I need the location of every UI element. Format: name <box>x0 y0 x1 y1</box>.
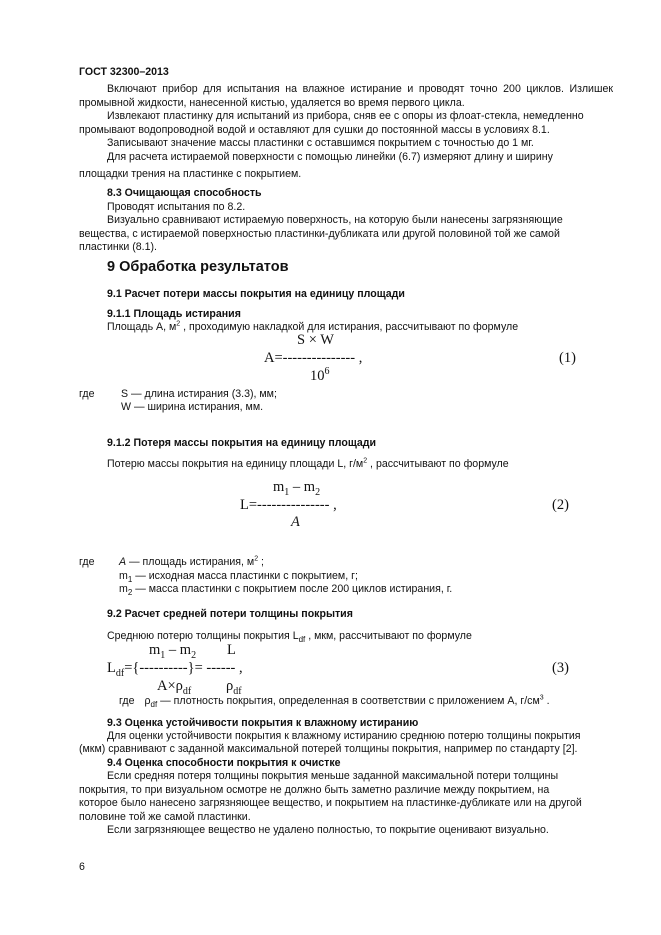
formula-3-numerator-left: $m_1 - m_2$ <box>149 642 197 661</box>
section-9-2-title: 9.2 Расчет средней потери толщины покрытия <box>107 608 353 620</box>
formula-2-numerator: $m_1 - m_2$ <box>273 479 321 498</box>
where-1-s: S — длина истирания (3.3), мм; <box>121 388 277 400</box>
section-9-3-line1: Для оценки устойчивости покрытия к влажному истиранию среднюю потерю толщины покрытия <box>107 730 581 742</box>
section-9-3-line2: (мкм) сравнивают с заданной максимальной потерей толщины покрытия, например по стандарту [2]. <box>79 743 578 755</box>
section-9-3-title: 9.3 Оценка устойчивости покрытия к влажному истиранию <box>107 717 419 729</box>
where-3-rho: где $\rho_{df}$ — плотность покрытия, определенная в соответствии с приложением А, $г/см^3$ . <box>119 694 550 710</box>
formula-1-denominator: $10^6$ <box>310 366 330 384</box>
formula-1-main: A=--------------- , <box>264 350 363 366</box>
intro-p4-line2: площадки трения на пластинке с покрытием. <box>79 168 302 180</box>
section-9-1-2-intro: Потерю массы покрытия на единицу площади L, $г/м^2$ , рассчитывают по формуле <box>107 457 509 470</box>
intro-p2-line2: промывают водопроводной водой и оставляют для сушки до постоянной массы в условиях 8.1. <box>79 124 550 136</box>
formula-3-numerator-right: L <box>227 642 236 658</box>
intro-p3: Записывают значение массы пластинки с оставшимся покрытием с точностью до 1 мг. <box>107 137 534 149</box>
section-8-3-line2: Визуально сравнивают истираемую поверхность, на которую были нанесены загрязняющие <box>107 214 563 226</box>
formula-1-number: (1) <box>559 350 576 366</box>
formula-3-main: $L_{df}=\{----------\}=$ ------ , <box>107 660 243 679</box>
section-9-4-title: 9.4 Оценка способности покрытия к очистке <box>107 757 341 769</box>
formula-2-main: L=--------------- , <box>240 497 337 513</box>
section-9-4-line1: Если средняя потеря толщины покрытия меньше заданной максимальной потери толщины <box>107 770 559 782</box>
section-9-4-line3: которое было нанесено загрязняющее вещество, и покрытием на пластинке-дубликате или на другой <box>79 797 582 809</box>
where-2-a: A — площадь истирания, $м^2$ ; <box>119 555 264 568</box>
section-9-1-1-intro: Площадь А, $м^2$ , проходимую накладкой для истирания, рассчитывают по формуле <box>107 320 519 333</box>
formula-3-number: (3) <box>552 660 569 676</box>
intro-p1-line2: промывной жидкости, нанесенной кистью, удаляется во время первого цикла. <box>79 97 465 109</box>
where-2-m1: $m_1$ — исходная масса пластинки с покрытием, г; <box>119 570 358 585</box>
section-8-3-line4: пластинки (8.1). <box>79 241 157 253</box>
section-8-3-title: 8.3 Очищающая способность <box>107 187 262 199</box>
section-8-3-line3: вещества, с истираемой поверхностью пластинки-дубликата или другой половиной той же самой <box>79 228 560 240</box>
section-9-4-line4: половине той же самой пластинки. <box>79 811 251 823</box>
where-1-w: W — ширина истирания, мм. <box>121 401 264 413</box>
section-9-4-line2: покрытия, то при визуальном осмотре не должно быть заметно различие между покрытием, на <box>79 784 550 796</box>
formula-3-denominator-right: $\rho_{df}$ <box>226 678 242 697</box>
where-label-2: где <box>79 556 95 568</box>
section-9-heading: 9 Обработка результатов <box>107 259 289 275</box>
formula-1-numerator: S × W <box>297 332 334 348</box>
intro-p2-line1: Извлекают пластинку для испытаний из прибора, сняв ее с опоры из флоат-стекла, немедленно <box>107 110 584 122</box>
document-code: ГОСТ 32300–2013 <box>79 66 169 78</box>
formula-2-denominator: A <box>291 514 300 530</box>
section-9-2-intro: Среднюю потерю толщины покрытия $L_{df}$ , мкм, рассчитывают по формуле <box>107 630 472 645</box>
formula-2-number: (2) <box>552 497 569 513</box>
section-8-3-line1: Проводят испытания по 8.2. <box>107 201 246 213</box>
formula-3-denominator-left: $A\times\rho_{df}$ <box>157 678 192 697</box>
where-label-1: где <box>79 388 95 400</box>
where-2-m2: $m_2$ — масса пластинки с покрытием после 200 циклов истирания, г. <box>119 583 453 598</box>
intro-p4-line1: Для расчета истираемой поверхности с помощью линейки (6.7) измеряют длину и ширину <box>107 151 553 163</box>
section-9-4-line5: Если загрязняющее вещество не удалено полностью, то покрытие оценивают визуально. <box>107 824 549 836</box>
section-9-1-2-title: 9.1.2 Потеря массы покрытия на единицу площади <box>107 437 377 449</box>
section-9-1-1-title: 9.1.1 Площадь истирания <box>107 308 241 320</box>
page-number: 6 <box>79 861 85 873</box>
section-9-1-title: 9.1 Расчет потери массы покрытия на единицу площади <box>107 288 405 300</box>
intro-p1-line1: Включают прибор для испытания на влажное истирание и проводят точно 200 циклов. Излишек <box>107 83 613 95</box>
